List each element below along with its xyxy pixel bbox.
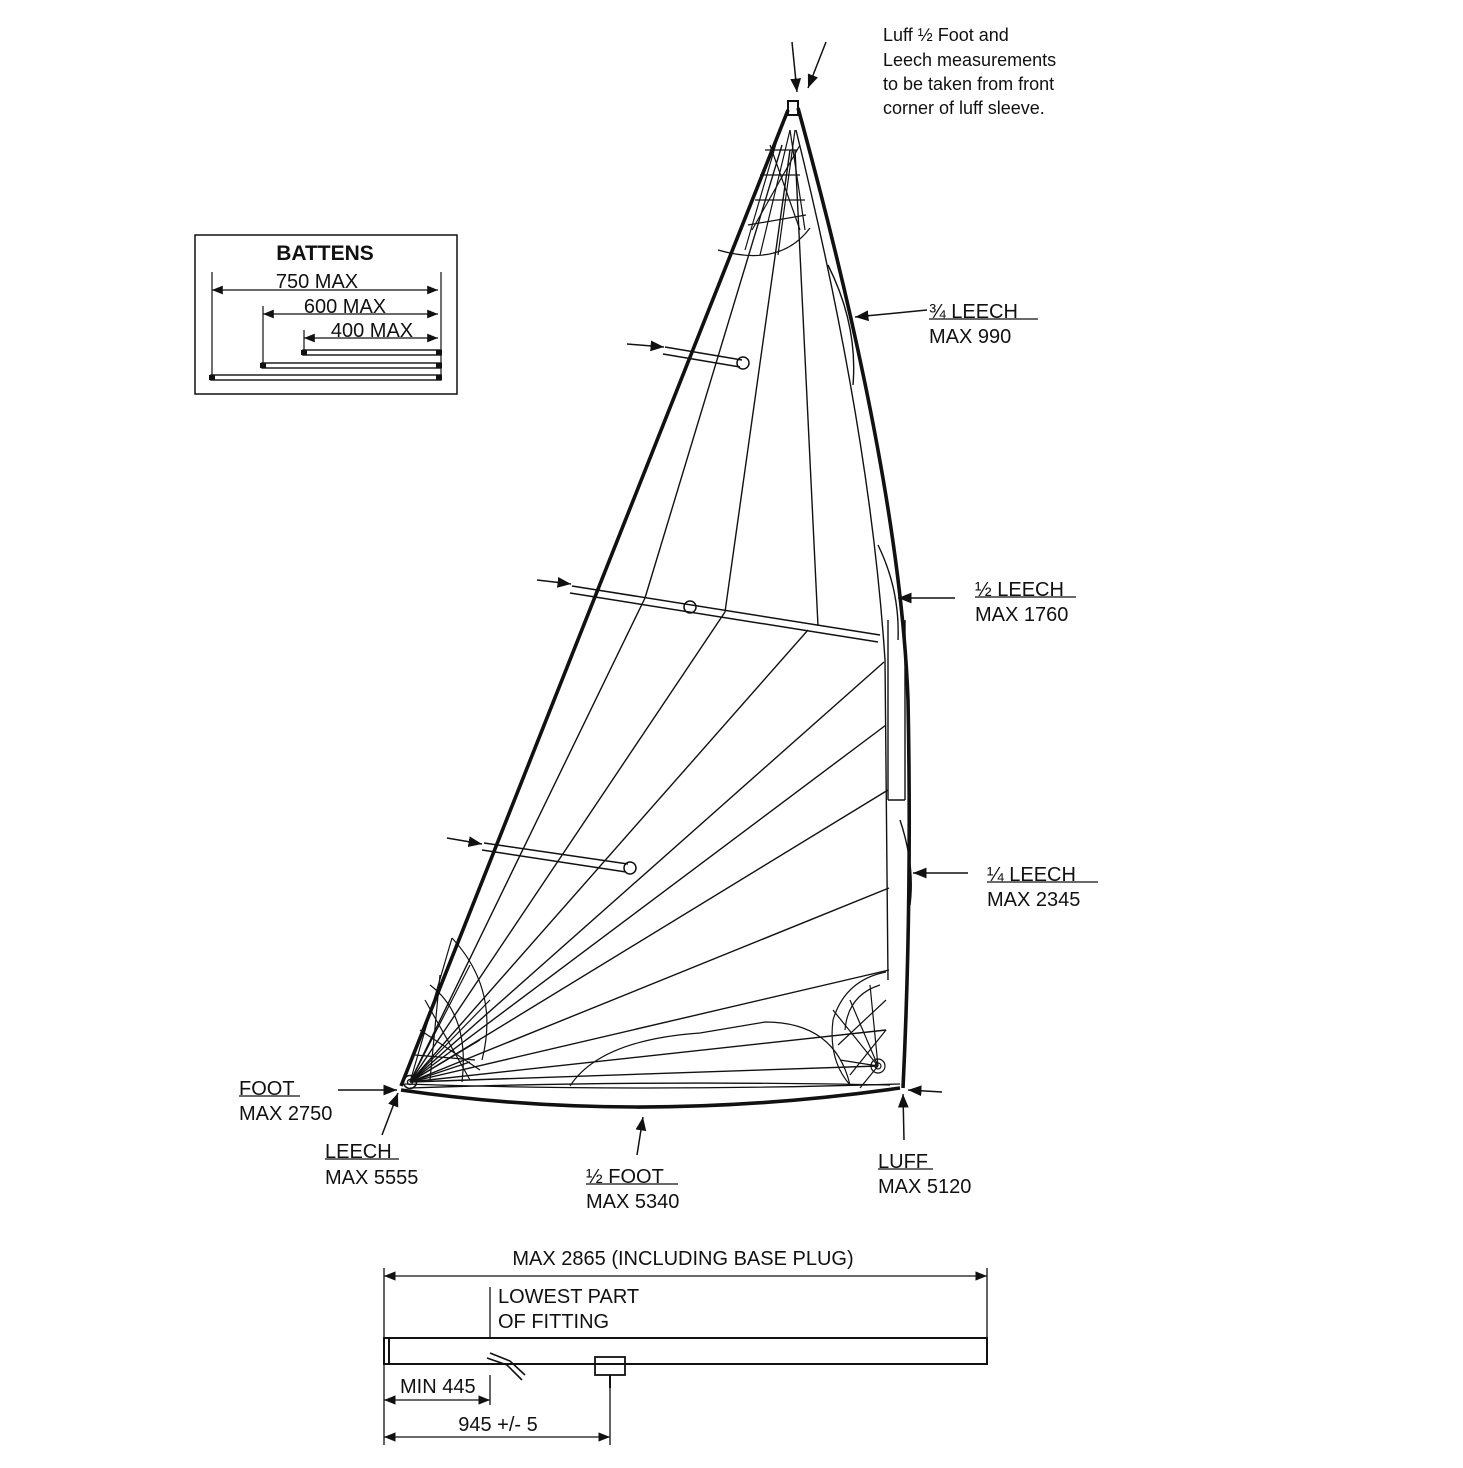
- quarter-leech-label: ¼ LEECH: [987, 864, 1076, 886]
- head-patch: [718, 130, 810, 256]
- batten-750-label: 750 MAX: [275, 271, 359, 293]
- battens-box: [195, 235, 457, 394]
- battens-title: BATTENS: [276, 242, 374, 265]
- foot-patch: [570, 1022, 850, 1086]
- batten-pockets: [482, 347, 880, 874]
- batten-400-label: 400 MAX: [330, 320, 414, 342]
- mast-diagram: [384, 1248, 987, 1445]
- leech-label: LEECH: [325, 1141, 392, 1163]
- note-line-1: Luff ½ Foot and: [883, 25, 1009, 45]
- tack-patch: [832, 972, 886, 1088]
- quarter-leech-value: MAX 2345: [987, 889, 1081, 911]
- note-line-4: corner of luff sleeve.: [883, 98, 1045, 118]
- sail-luff-edge: [798, 108, 909, 1088]
- half-foot-value: MAX 5340: [586, 1191, 680, 1213]
- foot-value: MAX 2750: [239, 1103, 333, 1125]
- mast-overall-label: MAX 2865 (INCLUDING BASE PLUG): [512, 1248, 854, 1270]
- mast-fitting: [595, 1357, 625, 1375]
- panel-seams: [410, 130, 905, 1082]
- sail-leech-edge: [401, 110, 788, 1086]
- luff-value: MAX 5120: [878, 1176, 972, 1198]
- mast-tube: [384, 1338, 987, 1364]
- leech-value: MAX 5555: [325, 1167, 419, 1189]
- position-945-label: 945 +/- 5: [458, 1414, 538, 1436]
- fitting-label-line-1: LOWEST PART: [498, 1286, 640, 1308]
- sail-drawing: [401, 101, 911, 1107]
- sail-foot-edge: [401, 1088, 900, 1107]
- fitting-label-line-2: OF FITTING: [498, 1311, 610, 1333]
- measurement-labels: [239, 301, 1098, 1213]
- half-leech-label: ½ LEECH: [975, 579, 1064, 601]
- fitting-hook: [487, 1353, 525, 1380]
- three-quarter-leech-label: ¾ LEECH: [929, 301, 1018, 323]
- measurement-note: [883, 25, 1056, 118]
- head-fitting: [788, 101, 798, 115]
- min-445-label: MIN 445: [400, 1376, 476, 1398]
- note-line-2: Leech measurements: [883, 50, 1057, 70]
- half-leech-value: MAX 1760: [975, 604, 1069, 626]
- luff-label: LUFF: [878, 1151, 928, 1173]
- batten-600-label: 600 MAX: [303, 296, 387, 318]
- foot-label: FOOT: [239, 1078, 295, 1100]
- batten-bars: [211, 350, 441, 380]
- three-quarter-leech-value: MAX 990: [929, 326, 1012, 348]
- half-foot-label: ½ FOOT: [586, 1166, 664, 1188]
- note-line-3: to be taken from front: [883, 74, 1055, 94]
